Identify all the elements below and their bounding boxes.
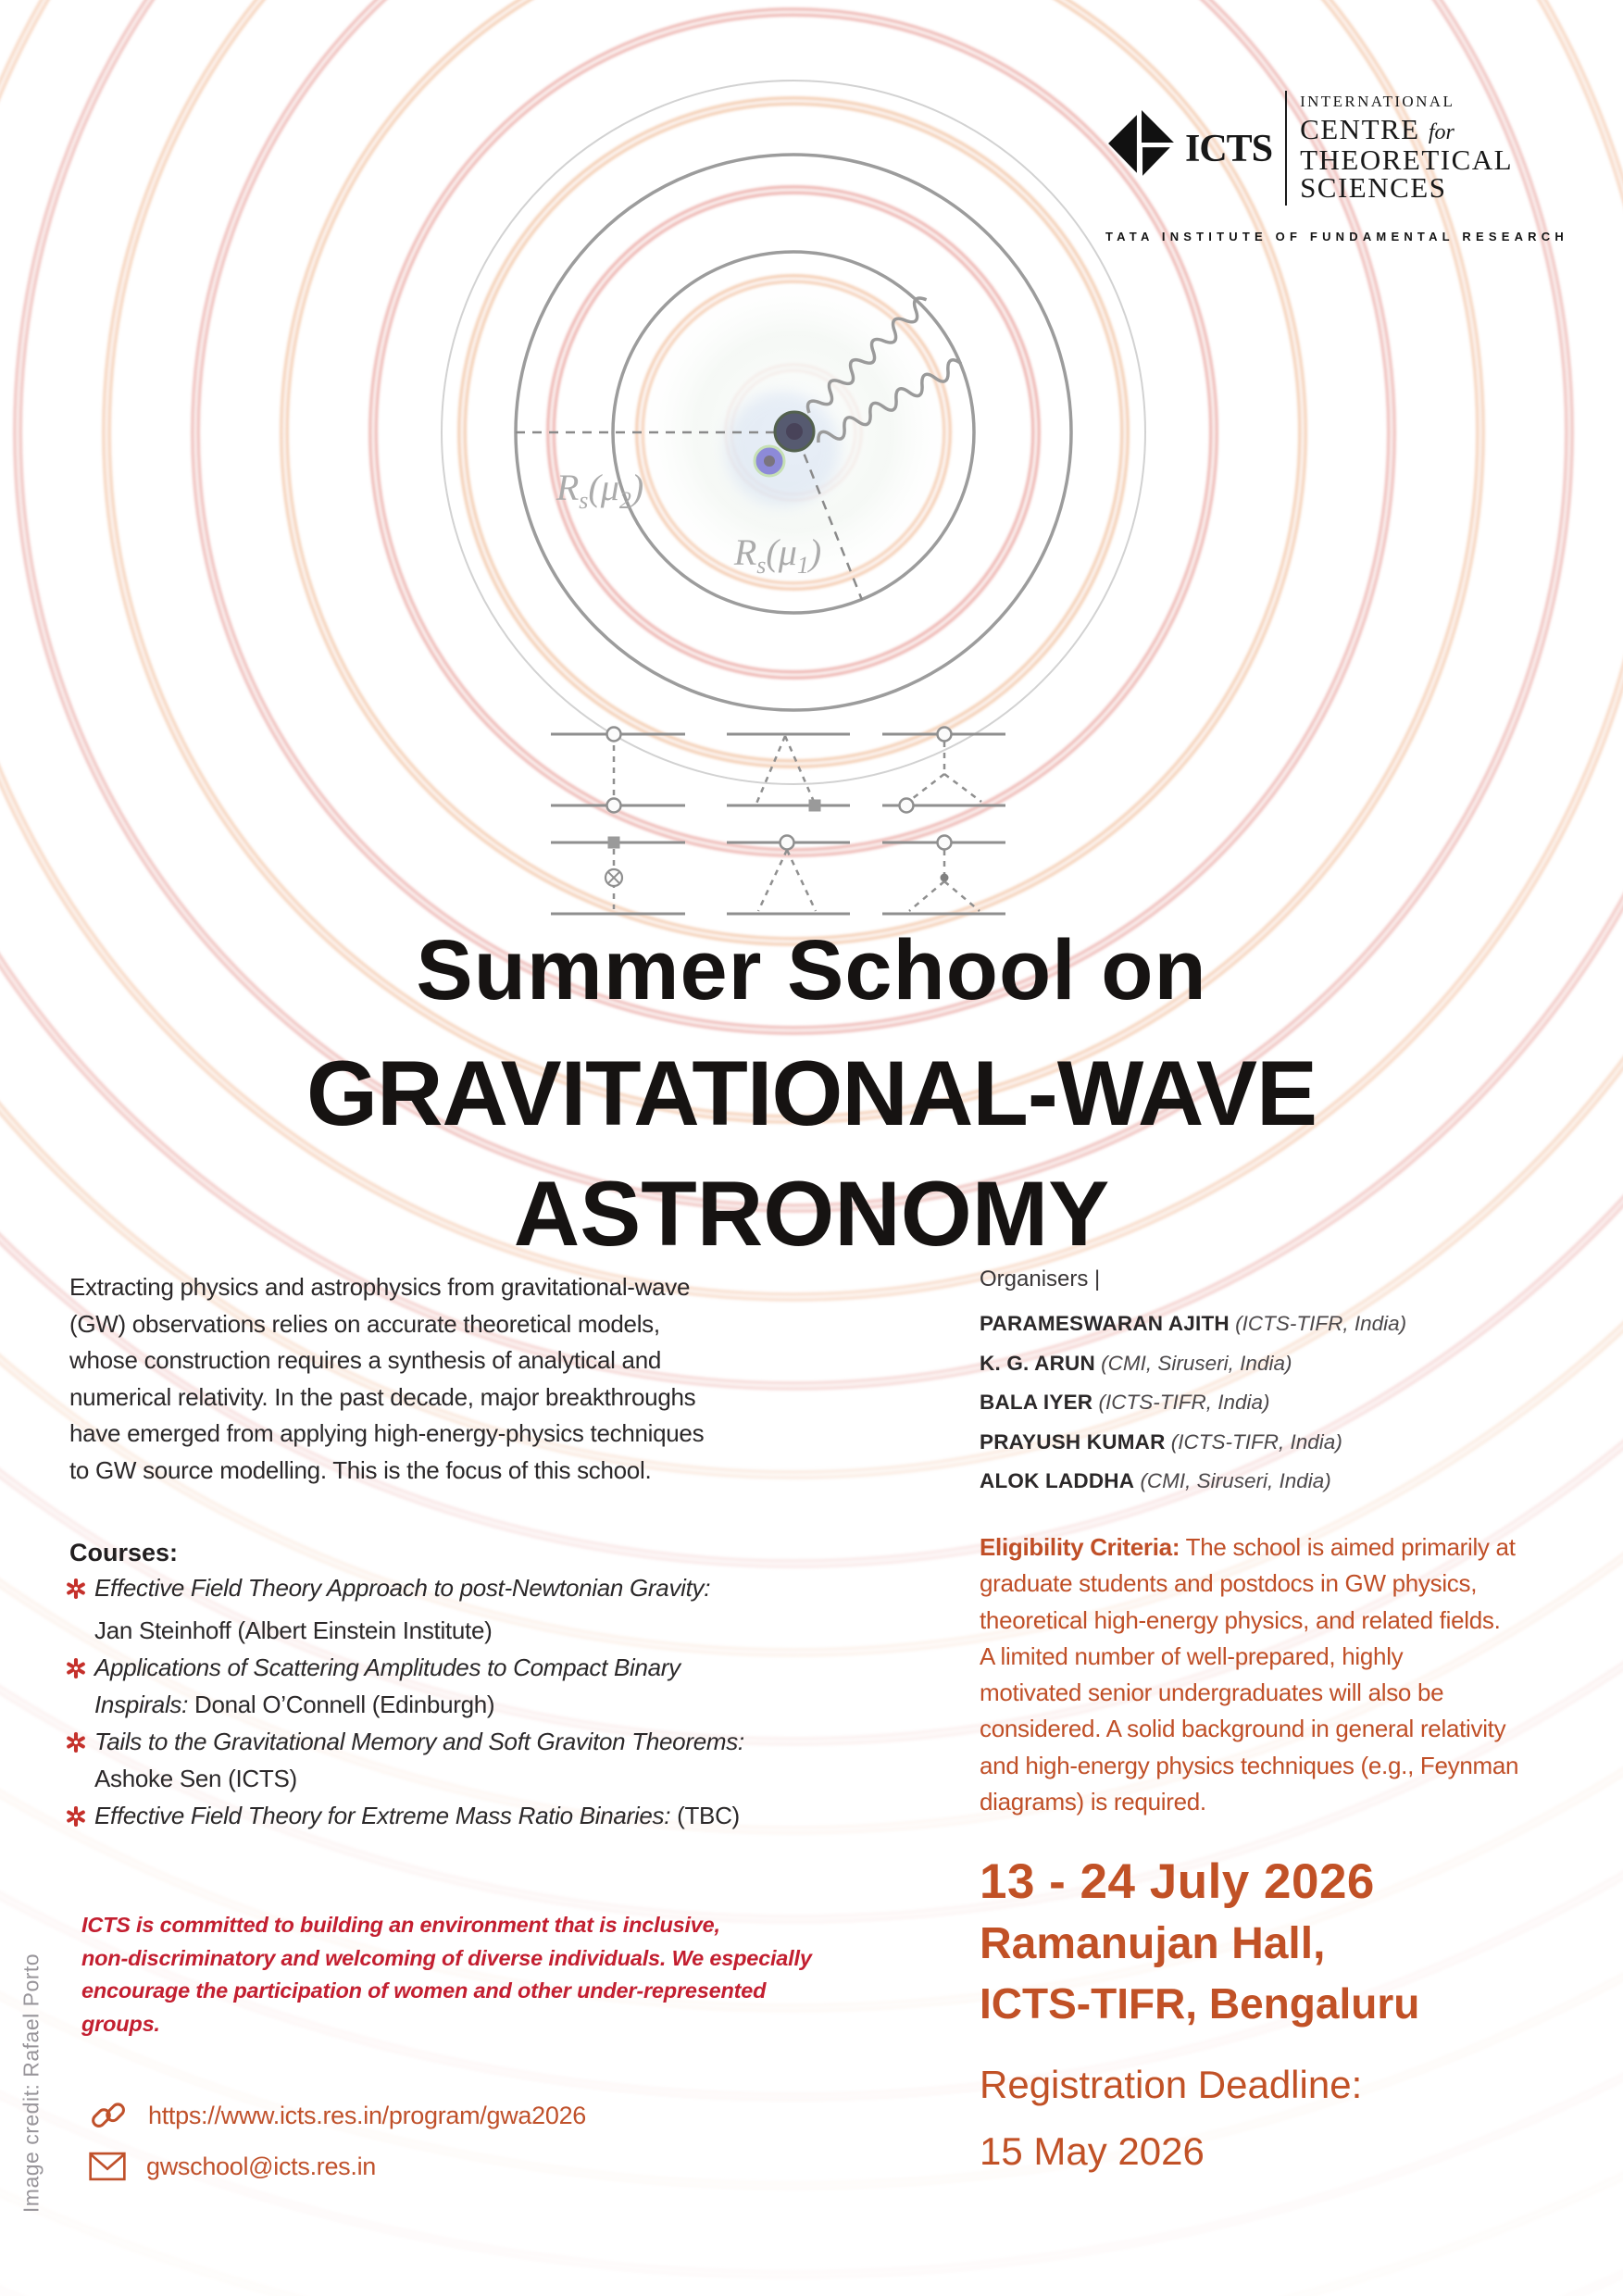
- organiser-row: [980, 1463, 1406, 1503]
- asterisk-bullet-icon: [65, 1731, 87, 1753]
- icts-wordmark: ICTS: [1185, 128, 1273, 170]
- organiser-name: PRAYUSH KUMAR: [980, 1429, 1166, 1454]
- eligibility-text-line: A limited number of well-prepared, highly: [980, 1641, 1404, 1670]
- asterisk-bullet-icon: [65, 1578, 87, 1600]
- eligibility-first-line: [980, 1529, 1518, 1566]
- contact-email-row: [89, 2152, 376, 2181]
- logo-line-theoretical: THEORETICAL: [1300, 144, 1514, 176]
- title-line-1: Summer School on: [416, 923, 1207, 1017]
- course-title-segment: Effective Field Theory for Extreme Mass Ratio Binaries:: [94, 1802, 671, 1829]
- course-presenter-segment: Donal O’Connell (Edinburgh): [188, 1691, 495, 1718]
- logo-line-international: INTERNATIONAL: [1300, 93, 1455, 110]
- course-presenter-segment: (TBC): [670, 1802, 740, 1829]
- title-line-3: ASTRONOMY: [513, 1162, 1110, 1265]
- eligibility-text-line: diagrams) is required.: [980, 1788, 1206, 1816]
- logo-centre-text: CENTRE: [1300, 113, 1420, 145]
- course-text: [94, 1574, 710, 1603]
- icts-logo: [1105, 91, 1587, 243]
- course-line: [65, 1653, 744, 1691]
- title-line-2: GRAVITATIONAL-WAVE: [306, 1042, 1317, 1144]
- organiser-name: BALA IYER: [980, 1391, 1093, 1414]
- intro-text-line: Extracting physics and astrophysics from gravitational-wave: [69, 1273, 691, 1301]
- intro-text-line: have emerged from applying high-energy-physics techniques: [69, 1419, 705, 1447]
- inclusivity-text-line: non-discriminatory and welcoming of diverse individuals. We especially: [81, 1945, 812, 1970]
- asterisk-bullet-icon: [65, 1657, 87, 1679]
- icts-logo-mark: [1105, 109, 1176, 180]
- organiser-name: PARAMESWARAN AJITH: [980, 1312, 1230, 1335]
- eligibility-line: The school is aimed primarily at: [1185, 1533, 1516, 1561]
- course-line: [65, 1574, 744, 1611]
- course-presenter-segment: Ashoke Sen (ICTS): [94, 1765, 297, 1792]
- organisers-list: [980, 1305, 1406, 1503]
- image-credit: Image credit: Rafael Porto: [19, 1953, 44, 2214]
- mail-icon: [89, 2152, 126, 2181]
- inclusivity-text-line: groups.: [81, 2011, 160, 2036]
- eligibility-text-line: and high-energy physics techniques (e.g., Feynman: [980, 1751, 1519, 1779]
- courses-list: [65, 1574, 744, 1839]
- course-title-segment: Inspirals:: [94, 1691, 189, 1718]
- eligibility-lines: [980, 1566, 1518, 1820]
- course-text: [94, 1653, 680, 1682]
- intro-text-line: to GW source modelling. This is the focus of this school.: [69, 1455, 652, 1484]
- organiser-row: [980, 1384, 1406, 1424]
- organiser-affiliation: (ICTS-TIFR, India): [1165, 1429, 1342, 1454]
- organisers-heading: Organisers |: [980, 1267, 1101, 1292]
- organiser-name: ALOK LADDHA: [980, 1469, 1135, 1492]
- intro-text-line: (GW) observations relies on accurate theoretical models,: [69, 1309, 660, 1338]
- intro-text-line: numerical relativity. In the past decade, major breakthroughs: [69, 1382, 696, 1411]
- event-dates: 13 - 24 July 2026: [980, 1854, 1375, 1909]
- inclusivity-text-line: encourage the participation of women and other under-represented: [81, 1978, 767, 2003]
- course-text: [94, 1616, 492, 1645]
- course-presenter-segment: Jan Steinhoff (Albert Einstein Institute): [94, 1616, 493, 1644]
- eligibility-text-line: graduate students and postdocs in GW physics,: [980, 1569, 1478, 1598]
- logo-for-text: for: [1428, 120, 1454, 144]
- course-text: [94, 1691, 494, 1719]
- logo-divider: [1285, 91, 1287, 206]
- organiser-affiliation: (ICTS-TIFR, India): [1092, 1391, 1270, 1414]
- program-url-row: [89, 2096, 586, 2135]
- organiser-row: [980, 1305, 1406, 1345]
- event-venue-line-2: ICTS-TIFR, Bengaluru: [980, 1979, 1420, 2028]
- eligibility-block: [980, 1529, 1518, 1820]
- eligibility-heading: Eligibility Criteria:: [980, 1533, 1180, 1561]
- course-text: [94, 1802, 740, 1830]
- course-title-segment: Applications of Scattering Amplitudes to Compact Binary: [94, 1653, 680, 1681]
- inclusivity-text-line: ICTS is committed to building an environment that is inclusive,: [81, 1913, 720, 1937]
- logo-tata-line: TATA INSTITUTE OF FUNDAMENTAL RESEARCH: [1105, 230, 1568, 243]
- courses-heading: Courses:: [69, 1539, 179, 1566]
- organiser-affiliation: (CMI, Siruseri, India): [1094, 1351, 1292, 1375]
- poster-title: [0, 923, 1623, 1274]
- course-text: [94, 1728, 744, 1756]
- course-title-segment: Effective Field Theory Approach to post-Newtonian Gravity:: [94, 1574, 711, 1602]
- organisers-block: [980, 1267, 1406, 1503]
- organiser-affiliation: (ICTS-TIFR, India): [1229, 1312, 1407, 1335]
- asterisk-bullet-icon: [65, 1805, 87, 1828]
- program-url[interactable]: https://www.icts.res.in/program/gwa2026: [148, 2101, 587, 2129]
- link-icon: [89, 2096, 128, 2135]
- eligibility-text-line: theoretical high-energy physics, and related fields.: [980, 1605, 1501, 1634]
- course-line: [65, 1802, 744, 1839]
- eligibility-text-line: considered. A solid background in general relativity: [980, 1715, 1506, 1743]
- contact-email[interactable]: gwschool@icts.res.in: [146, 2152, 376, 2180]
- course-line: [65, 1616, 744, 1653]
- organiser-affiliation: (CMI, Siruseri, India): [1134, 1469, 1331, 1492]
- intro-text-line: whose construction requires a synthesis of analytical and: [69, 1346, 662, 1374]
- logo-line-sciences: SCIENCES: [1300, 171, 1447, 204]
- registration-deadline-label: Registration Deadline:: [980, 2063, 1363, 2106]
- course-line: [65, 1691, 744, 1728]
- course-line: [65, 1728, 744, 1765]
- inclusivity-statement: [81, 1909, 812, 2040]
- logo-line-centre: [1300, 113, 1513, 146]
- event-venue-line-1: Ramanujan Hall,: [980, 1919, 1326, 1968]
- course-text: [94, 1765, 297, 1793]
- intro-paragraph: [69, 1269, 704, 1489]
- course-title-segment: Tails to the Gravitational Memory and Soft Graviton Theorems:: [94, 1728, 744, 1755]
- registration-deadline-date: 15 May 2026: [980, 2129, 1205, 2173]
- organiser-name: K. G. ARUN: [980, 1351, 1095, 1375]
- organiser-row: [980, 1345, 1406, 1385]
- eligibility-text-line: motivated senior undergraduates will also be: [980, 1678, 1444, 1707]
- course-line: [65, 1765, 744, 1802]
- organiser-row: [980, 1424, 1406, 1464]
